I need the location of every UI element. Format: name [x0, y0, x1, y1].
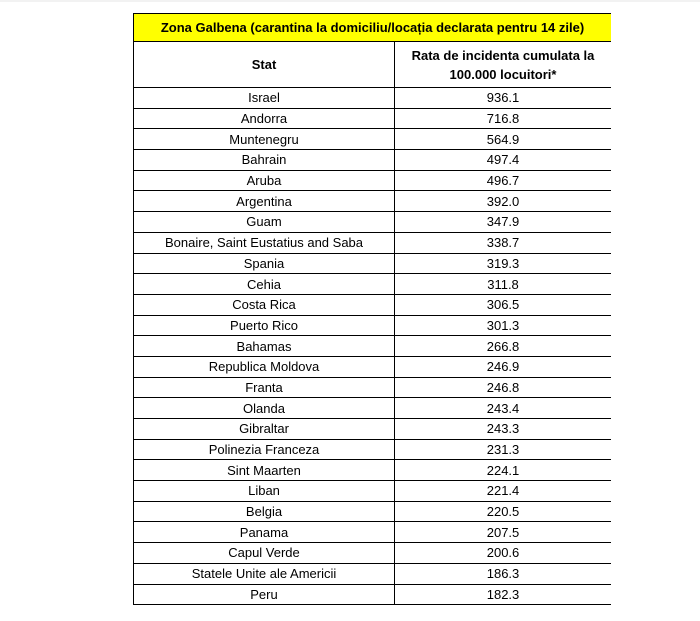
table-row	[134, 563, 612, 584]
table-row	[134, 294, 612, 315]
rate-cell: 306.5	[395, 294, 612, 315]
state-cell: Liban	[134, 481, 395, 502]
table-row	[134, 460, 612, 481]
table-row	[134, 274, 612, 295]
table-title: Zona Galbena (carantina la domiciliu/locația declarata pentru 14 zile)	[134, 14, 612, 42]
rate-cell: 200.6	[395, 543, 612, 564]
table-row	[134, 419, 612, 440]
state-cell: Peru	[134, 584, 395, 605]
rate-cell: 497.4	[395, 150, 612, 171]
state-cell: Sint Maarten	[134, 460, 395, 481]
state-cell: Spania	[134, 253, 395, 274]
rate-cell: 246.9	[395, 356, 612, 377]
state-cell: Republica Moldova	[134, 356, 395, 377]
rate-cell: 243.3	[395, 419, 612, 440]
rate-cell: 301.3	[395, 315, 612, 336]
table-row	[134, 356, 612, 377]
rate-cell: 186.3	[395, 563, 612, 584]
state-cell: Capul Verde	[134, 543, 395, 564]
table-row	[134, 315, 612, 336]
state-cell: Israel	[134, 88, 395, 109]
rate-cell: 319.3	[395, 253, 612, 274]
state-cell: Olanda	[134, 398, 395, 419]
state-cell: Argentina	[134, 191, 395, 212]
table-row	[134, 232, 612, 253]
rate-cell: 564.9	[395, 129, 612, 150]
table-row	[134, 191, 612, 212]
state-cell: Costa Rica	[134, 294, 395, 315]
column-header-rate	[395, 42, 612, 88]
table-row	[134, 108, 612, 129]
rate-cell: 716.8	[395, 108, 612, 129]
table-row	[134, 129, 612, 150]
state-cell: Panama	[134, 522, 395, 543]
state-cell: Bahrain	[134, 150, 395, 171]
top-strip	[0, 0, 700, 2]
table-row	[134, 398, 612, 419]
rate-cell: 338.7	[395, 232, 612, 253]
state-cell: Aruba	[134, 170, 395, 191]
state-cell: Muntenegru	[134, 129, 395, 150]
table-row	[134, 170, 612, 191]
state-cell: Polinezia Franceza	[134, 439, 395, 460]
column-header-state: Stat	[134, 42, 395, 88]
column-header-rate-line2: 100.000 locuitori*	[449, 66, 557, 82]
table-row	[134, 150, 612, 171]
table-row	[134, 212, 612, 233]
state-cell: Franta	[134, 377, 395, 398]
state-cell: Statele Unite ale Americii	[134, 563, 395, 584]
state-cell: Andorra	[134, 108, 395, 129]
rate-cell: 496.7	[395, 170, 612, 191]
state-cell: Gibraltar	[134, 419, 395, 440]
table-title-row	[134, 14, 612, 42]
table-row	[134, 336, 612, 357]
table-row	[134, 501, 612, 522]
table-row	[134, 522, 612, 543]
yellow-zone-table-container	[133, 13, 611, 621]
rate-cell: 224.1	[395, 460, 612, 481]
rate-cell: 246.8	[395, 377, 612, 398]
rate-cell: 311.8	[395, 274, 612, 295]
rate-cell: 220.5	[395, 501, 612, 522]
rate-cell: 936.1	[395, 88, 612, 109]
column-header-row	[134, 42, 612, 88]
rate-cell: 221.4	[395, 481, 612, 502]
state-cell: Belgia	[134, 501, 395, 522]
table-row	[134, 439, 612, 460]
state-cell: Bahamas	[134, 336, 395, 357]
rate-cell: 207.5	[395, 522, 612, 543]
rate-cell: 231.3	[395, 439, 612, 460]
rate-cell: 392.0	[395, 191, 612, 212]
table-row	[134, 253, 612, 274]
rate-cell: 243.4	[395, 398, 612, 419]
yellow-zone-table	[133, 13, 611, 605]
table-row	[134, 543, 612, 564]
rate-cell: 347.9	[395, 212, 612, 233]
rate-cell: 266.8	[395, 336, 612, 357]
state-cell: Cehia	[134, 274, 395, 295]
column-header-rate-line1: Rata de incidenta cumulata la	[411, 47, 595, 63]
table-row	[134, 377, 612, 398]
table-row	[134, 88, 612, 109]
rate-cell: 182.3	[395, 584, 612, 605]
table-row	[134, 481, 612, 502]
state-cell: Puerto Rico	[134, 315, 395, 336]
state-cell: Bonaire, Saint Eustatius and Saba	[134, 232, 395, 253]
state-cell: Guam	[134, 212, 395, 233]
table-row	[134, 584, 612, 605]
